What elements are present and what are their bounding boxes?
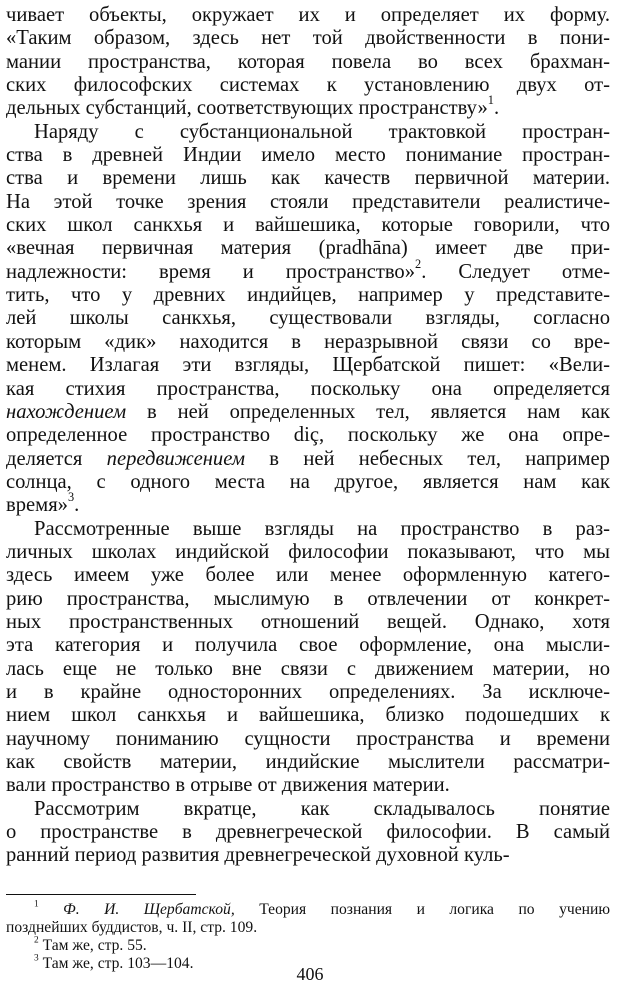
footnote-1: $^1$ Ф. И. Щербатской, Теория познания и логика по учению	[34, 899, 610, 918]
emphasis: нахождением	[6, 400, 127, 423]
text-line: Наряду с субстанциональной трактовкой простран-	[34, 120, 610, 143]
footnote-ref: 3	[67, 490, 75, 505]
text-line: менем. Излагая эти взгляды, Щербатской пишет: «Вели-	[6, 354, 610, 377]
text-line: как свойств материи, индийские мыслители рассматри-	[6, 751, 610, 773]
text-line: кая стихия пространства, поскольку она определяется	[6, 377, 610, 400]
paragraph	[6, 121, 610, 518]
emphasis: передвижением	[106, 447, 245, 470]
footnote-ref: 2	[415, 256, 422, 271]
text-line: эта категория и получила свое оформление, она мысли-	[6, 634, 610, 657]
text-line: Рассмотренные выше взгляды на пространство в раз-	[34, 517, 610, 540]
text-line: ранний период развития древнегреческой духовной куль-	[6, 844, 510, 867]
text-line: и в крайне односторонних определениях. За исключе-	[6, 680, 610, 703]
text-line: вали пространство в отрыве от движения материи.	[6, 774, 450, 797]
text-line: мании пространства, которая повела во всех брахман-	[6, 50, 610, 73]
text-line: время»$^3$.	[6, 490, 80, 517]
text-line: ских философских системах к установлению двух от-	[6, 74, 610, 97]
text-line: солнца, с одного места на другое, является нам как	[6, 470, 610, 493]
text-line: тить, что у древних индийцев, например у представите-	[6, 284, 610, 307]
text-line: На этой точке зрения стояли представители реалистиче-	[6, 190, 610, 213]
paragraph	[6, 4, 610, 121]
text-line: лась еще не только вне связи с движением материи, но	[6, 657, 610, 680]
text-line: «Таким образом, здесь нет той двойственности в пони-	[6, 27, 610, 50]
text-line: Рассмотрим вкратце, как складывалось понятие	[34, 797, 610, 820]
text-line: личных школах индийской философии показывают, что мы	[6, 540, 610, 563]
text-line: дельных субстанций, соответствующих пространству»$^1$.	[6, 93, 500, 120]
text-line: ских школ санкхья и вайшешика, которые говорили, что	[6, 214, 610, 237]
footnote-3: $^3$ Там же, стр. 103—104.	[34, 953, 194, 972]
footnote-ref: 1	[487, 93, 494, 108]
main-text	[6, 4, 610, 868]
footnote-2: $^2$ Там же, стр. 55.	[34, 935, 147, 954]
text-line: лей школы санкхья, существовали взгляды, согласно	[6, 307, 610, 330]
text-line: ства в древней Индии имело место понимание простран-	[6, 144, 610, 167]
footnotes	[6, 901, 610, 973]
text-line: чивает объекты, окружает их и определяет их форму.	[6, 4, 610, 26]
footnote-1-continued: позднейших буддистов, ч. II, стр. 109.	[6, 918, 258, 936]
text-line: которым «дик» находится в неразрывной связи со вре-	[6, 330, 610, 353]
text-line: ных пространственных отношений вещей. Однако, хотя	[6, 610, 610, 633]
text-line: определенное пространство diç, поскольку же она опре-	[6, 424, 610, 447]
paragraph	[6, 798, 610, 868]
page-number: 406	[296, 964, 324, 984]
text-line: здесь имеем уже более или менее оформленную катего-	[6, 564, 610, 587]
paragraph	[6, 518, 610, 798]
text-line: научному пониманию сущности пространства и времени	[6, 727, 610, 750]
footnote-divider	[6, 894, 196, 895]
text-line: нием школ санкхья и вайшешика, близко подошедших к	[6, 704, 610, 727]
text-line: «вечная первичная материя (pradhāna) имеет две при-	[6, 237, 610, 260]
text-line: деляется передвижением в ней небесных тел, например	[6, 447, 610, 470]
text-line: надлежности: время и пространство»$^2$. Следует отме-	[6, 256, 610, 283]
text-line: ства и времени лишь как качеств первичной материи.	[6, 167, 610, 190]
text-line: рию пространства, мыслимую в отвлечении от конкрет-	[6, 587, 610, 610]
text-line: о пространстве в древнегреческой философии. В самый	[6, 821, 610, 844]
text-line: нахождением в ней определенных тел, является нам как	[6, 400, 610, 423]
